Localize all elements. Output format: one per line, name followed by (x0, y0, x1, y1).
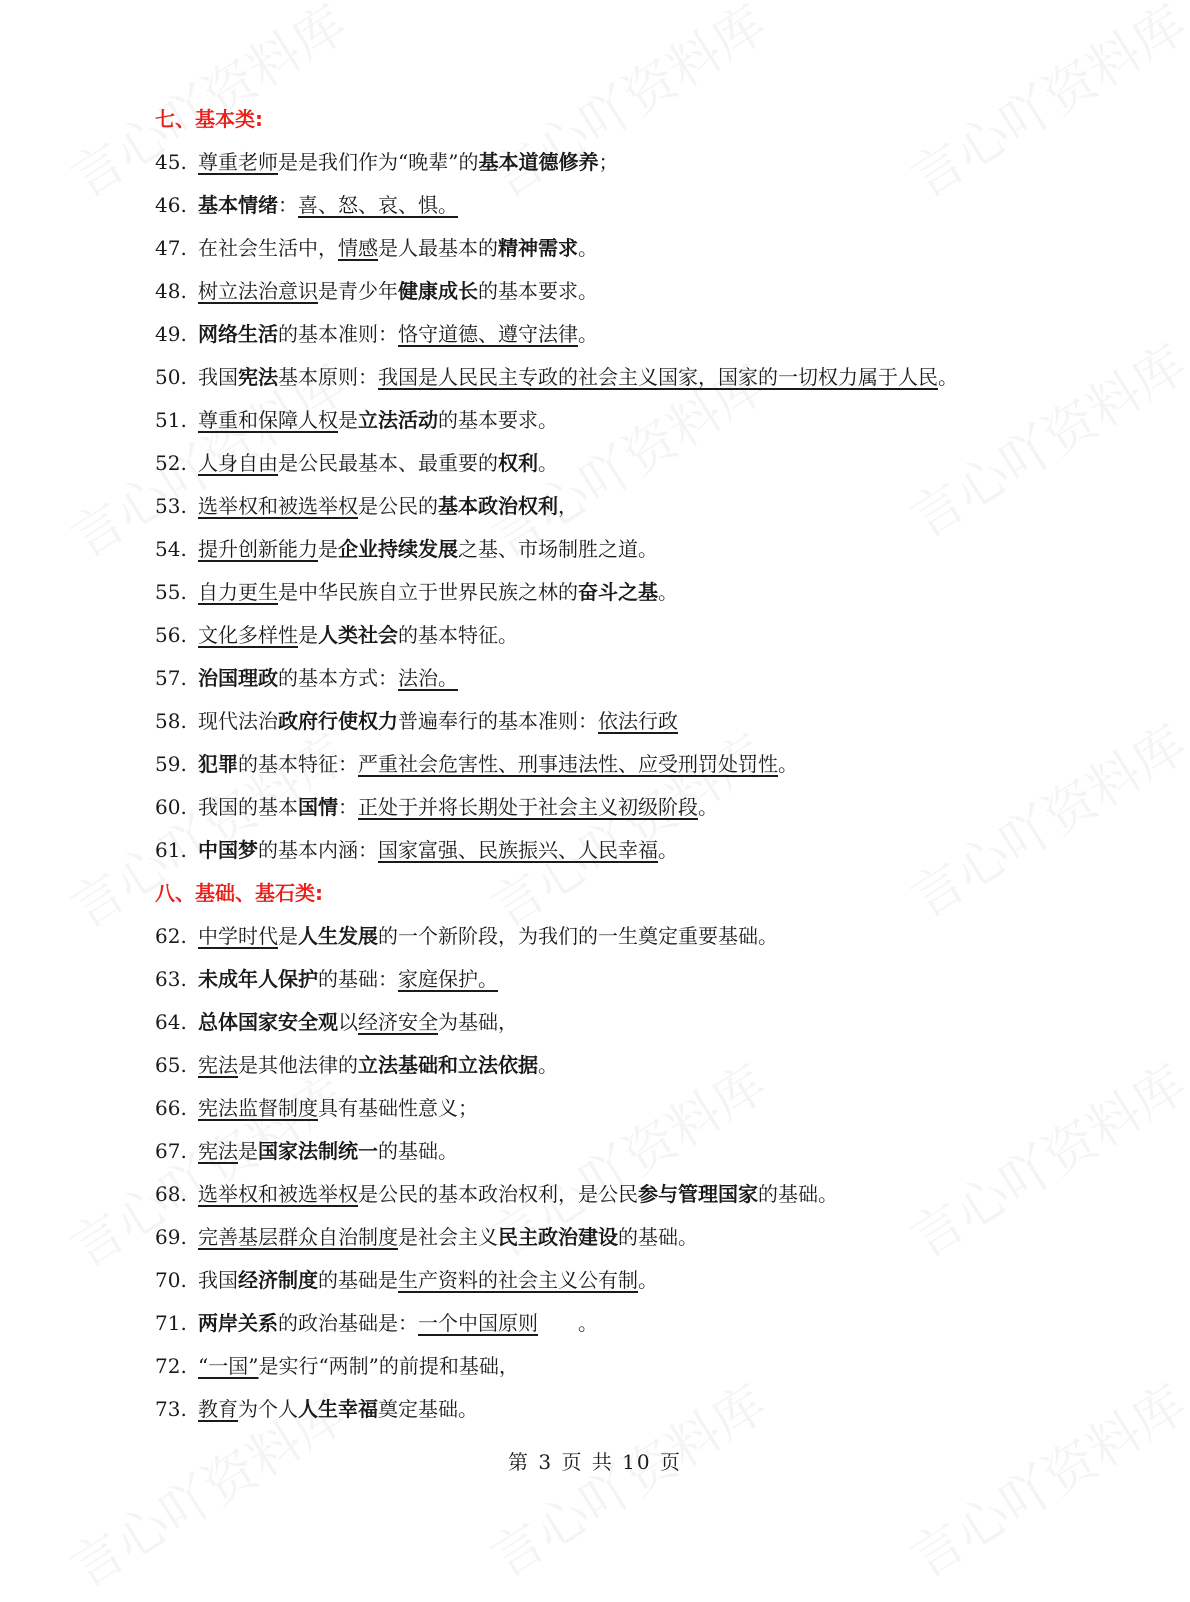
underlined-text: 生产资料的社会主义公有制 (398, 1268, 638, 1292)
item-text: 为个人 (238, 1397, 298, 1421)
item-number: 57. (155, 666, 187, 690)
underlined-text: 国家富强、民族振兴、人民幸福 (378, 838, 658, 862)
list-item (155, 743, 1055, 786)
underlined-text: 正处于并将长期处于社会主义初级阶段 (358, 795, 698, 819)
section-heading: 八、基础、基石类: (155, 881, 323, 905)
list-item (155, 657, 1055, 700)
item-number: 46. (155, 193, 187, 217)
item-text: 的基础。 (378, 1139, 458, 1163)
bold-text: 经济制度 (238, 1268, 318, 1292)
item-number: 60. (155, 795, 187, 819)
bold-text: 政府行使权力 (278, 709, 398, 733)
list-item (155, 356, 1055, 399)
underlined-text: “一国” (198, 1354, 259, 1378)
item-text: 是 (338, 408, 358, 432)
underlined-text: 一个中国原则 (418, 1311, 538, 1335)
item-number: 58. (155, 709, 187, 733)
list-item (155, 1302, 1055, 1345)
item-number: 66. (155, 1096, 187, 1120)
item-number: 63. (155, 967, 187, 991)
item-text: 的基础是 (318, 1268, 398, 1292)
item-text: 的基础。 (618, 1225, 698, 1249)
item-text: 是 (318, 537, 338, 561)
item-number: 53. (155, 494, 187, 518)
item-text: 的基本特征。 (398, 623, 518, 647)
list-item (155, 141, 1055, 184)
list-item (155, 1216, 1055, 1259)
list-item (155, 485, 1055, 528)
bold-text: 基本道德修养 (478, 150, 599, 174)
item-text: 是人最基本的 (378, 236, 498, 260)
item-number: 73. (155, 1397, 187, 1421)
section-heading: 七、基本类: (155, 107, 263, 131)
underlined-text: 文化多样性 (198, 623, 298, 647)
item-text: 是其他法律的 (238, 1053, 358, 1077)
underlined-text: 法治。 (398, 666, 458, 690)
item-text: ， (558, 494, 578, 518)
item-text: 现代法治 (198, 709, 278, 733)
item-text: 。 (538, 1053, 558, 1077)
item-number: 71. (155, 1311, 187, 1335)
bold-text: 立法活动 (358, 408, 438, 432)
item-text: 我国 (198, 1268, 238, 1292)
item-text: 是公民的 (358, 494, 438, 518)
item-text: 的政治基础是： (278, 1311, 418, 1335)
bold-text: 犯罪 (198, 752, 238, 776)
underlined-text: 经济安全 (358, 1010, 438, 1034)
item-number: 54. (155, 537, 187, 561)
item-text: ： (278, 193, 298, 217)
list-item (155, 700, 1055, 743)
bold-text: 基本情绪 (198, 193, 278, 217)
item-text: 。 (578, 236, 598, 260)
underlined-text: 提升创新能力 (198, 537, 318, 561)
underlined-text: 依法行政 (598, 709, 678, 733)
bold-text: 人生幸福 (298, 1397, 378, 1421)
item-text: 的基本方式： (278, 666, 398, 690)
item-text: 我国的基本 (198, 795, 298, 819)
item-text: 是中华民族自立于世界民族之林的 (278, 580, 578, 604)
list-item (155, 614, 1055, 657)
list-item (155, 1130, 1055, 1173)
bold-text: 宪法 (238, 365, 278, 389)
underlined-text: 尊重和保障人权 (198, 408, 338, 432)
item-number: 61. (155, 838, 187, 862)
item-text: 。 (658, 838, 678, 862)
item-number: 70. (155, 1268, 187, 1292)
item-text: 奠定基础。 (378, 1397, 478, 1421)
bold-text: 参与管理国家 (638, 1182, 758, 1206)
underlined-text: 选举权和被选举权 (198, 1182, 358, 1206)
bold-text: 国情 (298, 795, 338, 819)
bold-text: 健康成长 (398, 279, 478, 303)
item-text: 。 (638, 1268, 658, 1292)
underlined-text: 教育 (198, 1397, 238, 1421)
item-text: 的基本要求。 (438, 408, 558, 432)
underlined-text: 自力更生 (198, 580, 278, 604)
bold-text: 人类社会 (318, 623, 398, 647)
item-text: 的一个新阶段，为我们的一生奠定重要基础。 (378, 924, 778, 948)
underlined-text: 宪法 (198, 1139, 238, 1163)
list-item (155, 829, 1055, 872)
underlined-text: 完善基层群众自治制度 (198, 1225, 398, 1249)
item-number: 52. (155, 451, 187, 475)
underlined-text: 宪法监督制度 (198, 1096, 318, 1120)
underlined-text: 人身自由 (198, 451, 278, 475)
bold-text: 总体国家安全观 (198, 1010, 338, 1034)
item-text: 。 (538, 1311, 598, 1335)
item-text: 是青少年 (318, 279, 398, 303)
item-number: 62. (155, 924, 187, 948)
underlined-text: 中学时代 (198, 924, 278, 948)
item-number: 59. (155, 752, 187, 776)
bold-text: 国家法制统一 (258, 1139, 378, 1163)
item-number: 72. (155, 1354, 187, 1378)
item-text: 的基础： (318, 967, 398, 991)
item-text: 的基本准则： (278, 322, 398, 346)
list-item (155, 528, 1055, 571)
list-item (155, 1259, 1055, 1302)
item-text: ； (598, 150, 619, 174)
underlined-text: 情感 (338, 236, 378, 260)
list-item (155, 1001, 1055, 1044)
item-text: 的基本内涵： (258, 838, 378, 862)
list-item (155, 1345, 1055, 1388)
item-text: 以 (338, 1010, 358, 1034)
item-text: 是社会主义 (398, 1225, 498, 1249)
bold-text: 网络生活 (198, 322, 278, 346)
item-number: 49. (155, 322, 187, 346)
underlined-text: 宪法 (198, 1053, 238, 1077)
bold-text: 立法基础和立法依据 (358, 1053, 538, 1077)
bold-text: 人生发展 (298, 924, 378, 948)
item-text: 是是我们作为“晚辈”的 (278, 150, 479, 174)
bold-text: 基本政治权利 (438, 494, 558, 518)
item-text: 的基本要求。 (478, 279, 598, 303)
item-text: 的基础。 (758, 1182, 838, 1206)
bold-text: 企业持续发展 (338, 537, 458, 561)
item-number: 50. (155, 365, 187, 389)
item-number: 64. (155, 1010, 187, 1034)
list-item (155, 1044, 1055, 1087)
item-number: 51. (155, 408, 187, 432)
item-text: 是 (278, 924, 298, 948)
item-number: 48. (155, 279, 187, 303)
list-item (155, 442, 1055, 485)
bold-text: 奋斗之基 (578, 580, 658, 604)
item-text: 。 (658, 580, 678, 604)
item-number: 55. (155, 580, 187, 604)
list-item (155, 571, 1055, 614)
page-footer: 第 3 页 共 10 页 (508, 1450, 682, 1474)
underlined-text: 选举权和被选举权 (198, 494, 358, 518)
underlined-text: 尊重老师 (198, 150, 278, 174)
item-text: 之基、市场制胜之道。 (458, 537, 658, 561)
list-item (155, 1173, 1055, 1216)
bold-text: 未成年人保护 (198, 967, 318, 991)
item-number: 45. (155, 150, 187, 174)
item-number: 69. (155, 1225, 187, 1249)
item-text: 为基础， (438, 1010, 518, 1034)
underlined-text: 严重社会危害性、刑事违法性、应受刑罚处罚性 (358, 752, 778, 776)
item-text: 是 (238, 1139, 258, 1163)
underlined-text: 恪守道德、遵守法律 (398, 322, 578, 346)
list-item (155, 184, 1055, 227)
item-number: 56. (155, 623, 187, 647)
item-text: 。 (538, 451, 558, 475)
item-text: ： (338, 795, 358, 819)
list-item (155, 915, 1055, 958)
bold-text: 两岸关系 (198, 1311, 278, 1335)
item-text: 是公民的基本政治权利，是公民 (358, 1182, 638, 1206)
item-text: 。 (778, 752, 798, 776)
item-text: 普遍奉行的基本准则： (398, 709, 598, 733)
underlined-text: 我国是人民民主专政的社会主义国家，国家的一切权力属于人民 (378, 365, 938, 389)
list-item (155, 270, 1055, 313)
item-text: 。 (698, 795, 718, 819)
bold-text: 权利 (498, 451, 538, 475)
underlined-text: 家庭保护。 (398, 967, 498, 991)
item-number: 68. (155, 1182, 187, 1206)
bold-text: 中国梦 (198, 838, 258, 862)
bold-text: 精神需求 (498, 236, 578, 260)
item-text: 基本原则： (278, 365, 378, 389)
list-item (155, 227, 1055, 270)
list-item (155, 313, 1055, 356)
item-text: 在社会生活中， (198, 236, 338, 260)
underlined-text: 树立法治意识 (198, 279, 318, 303)
list-item (155, 958, 1055, 1001)
bold-text: 治国理政 (198, 666, 278, 690)
item-text: 。 (938, 365, 958, 389)
list-item (155, 1087, 1055, 1130)
bold-text: 民主政治建设 (498, 1225, 618, 1249)
item-text: 。 (578, 322, 598, 346)
item-text: 是公民最基本、最重要的 (278, 451, 498, 475)
underlined-text: 喜、怒、哀、惧。 (298, 193, 458, 217)
item-number: 47. (155, 236, 187, 260)
list-item (155, 1388, 1055, 1431)
item-number: 67. (155, 1139, 187, 1163)
document-body (155, 98, 1055, 1431)
item-text: 的基本特征： (238, 752, 358, 776)
list-item (155, 786, 1055, 829)
item-number: 65. (155, 1053, 187, 1077)
item-text: 是 (298, 623, 318, 647)
item-text: 我国 (198, 365, 238, 389)
item-text: 是实行“两制”的前提和基础， (258, 1354, 519, 1378)
list-item (155, 399, 1055, 442)
item-text: 具有基础性意义； (318, 1096, 478, 1120)
